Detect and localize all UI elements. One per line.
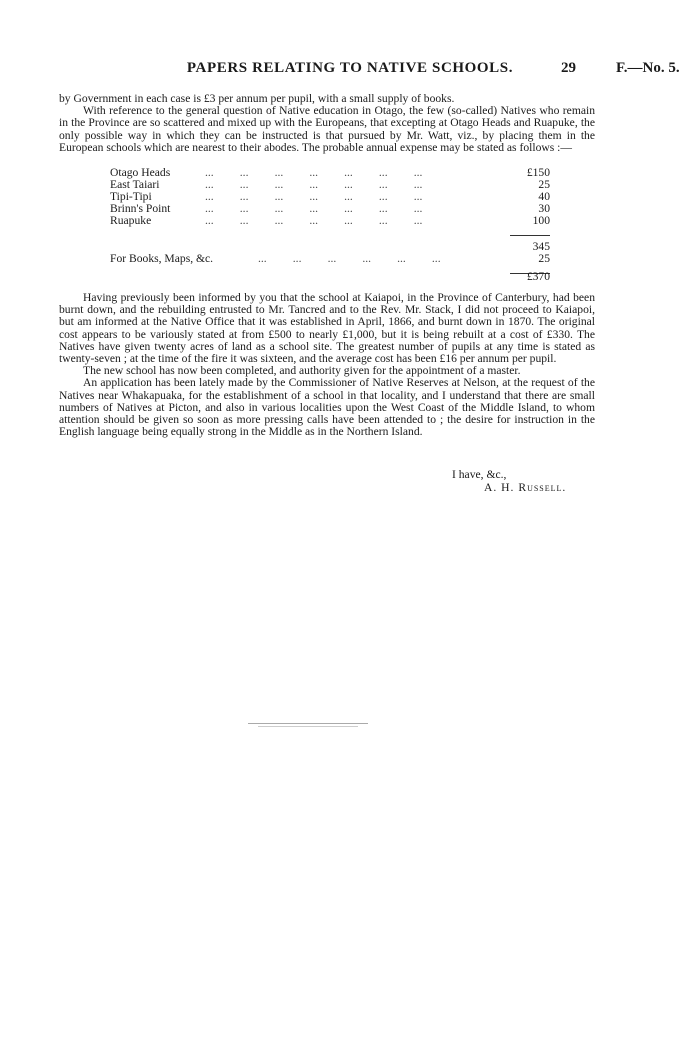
paragraph: by Government in each case is £3 per annum per pupil, with a small supply of books. bbox=[59, 92, 455, 105]
leader-dots: ... ... ... ... ... ... ... bbox=[205, 190, 423, 203]
row-name: Ruapuke bbox=[110, 214, 152, 227]
row-name: Otago Heads bbox=[110, 166, 171, 179]
paragraph: The new school has now been completed, and authority given for the appointment of a master. bbox=[83, 364, 521, 378]
total-amount: £370 bbox=[526, 270, 550, 283]
leader-dots: ... ... ... ... ... ... bbox=[258, 252, 441, 265]
row-name: For Books, Maps, &c. bbox=[110, 252, 214, 265]
paragraph: Having previously been informed by you that the school at Kaiapoi, in the Province of Canterbury, had been burnt down, and the rebuilding entrusted to Mr. Tancred and to the Rev. Mr. Stack, I did not proceed to Kaiapoi, but am informed at the Native Office that it was established in April, 1866, and burnt down in 1870. The original cost appears to be variously stated at from £500 to nearly £1,000, but it is being rebuilt at a cost of £330. The Natives have given twenty acres of land as a school site. The greatest number of pupils at any time is stated as twenty-seven ; at the time of the fire it was sixteen, and the average cost has been £16 per annum per pupil. bbox=[59, 291, 595, 366]
table-row bbox=[110, 253, 550, 265]
leader-dots: ... ... ... ... ... ... ... bbox=[205, 178, 423, 191]
row-amount: 25 bbox=[538, 252, 550, 265]
leader-dots: ... ... ... ... ... ... ... bbox=[205, 166, 423, 179]
row-name: Brinn's Point bbox=[110, 202, 171, 215]
row-name: East Taiari bbox=[110, 178, 160, 191]
signature: A. H. Russell. bbox=[484, 481, 567, 494]
row-amount: £150 bbox=[526, 166, 550, 179]
subtotal-rule bbox=[510, 235, 550, 236]
paragraph: With reference to the general question of Native education in Otago, the few (so-called) Natives who remain in the Province are so scattered and mixed up with the Europeans, that excepting at Otago Heads and Ruapuke, the only possible way in which they can be instructed is that pursued by Mr. Watt, viz., by placing them in the European schools which are nearest to their abodes. The probable annual expense may be stated as follows :— bbox=[59, 104, 595, 154]
footer-rule bbox=[258, 726, 358, 727]
leader-dots: ... ... ... ... ... ... ... bbox=[205, 202, 423, 215]
expense-table bbox=[110, 167, 550, 283]
body-text-top bbox=[59, 93, 595, 154]
table-row bbox=[110, 215, 550, 227]
row-amount: 100 bbox=[532, 214, 550, 227]
signoff bbox=[452, 468, 566, 494]
page-number: 29 bbox=[561, 60, 576, 76]
page-header bbox=[0, 60, 700, 80]
total-row bbox=[110, 271, 550, 283]
body-text-bottom bbox=[59, 292, 595, 438]
row-amount: 25 bbox=[538, 178, 550, 191]
document-reference: F.—No. 5. bbox=[616, 60, 680, 76]
row-amount: 40 bbox=[538, 190, 550, 203]
paragraph: An application has been lately made by the Commissioner of Native Reserves at Nelson, at the request of the Natives near Whakapuaka, for the establishment of a school in that locality, and I understand that there are small numbers of Natives at Picton, and also in various localities upon the West Coast of the Middle Island, to whom attention should be given so soon as more pressing calls have been attended to ; the desire for instruction in the English language being equally strong in the Middle as in the Northern Island. bbox=[59, 376, 595, 439]
subtotal-amount: 345 bbox=[532, 240, 550, 253]
page-title: PAPERS RELATING TO NATIVE SCHOOLS. bbox=[186, 60, 514, 76]
closing-line: I have, &c., bbox=[452, 468, 507, 481]
row-name: Tipi-Tipi bbox=[110, 190, 152, 203]
row-amount: 30 bbox=[538, 202, 550, 215]
footer-rule bbox=[248, 723, 368, 724]
leader-dots: ... ... ... ... ... ... ... bbox=[205, 214, 423, 227]
